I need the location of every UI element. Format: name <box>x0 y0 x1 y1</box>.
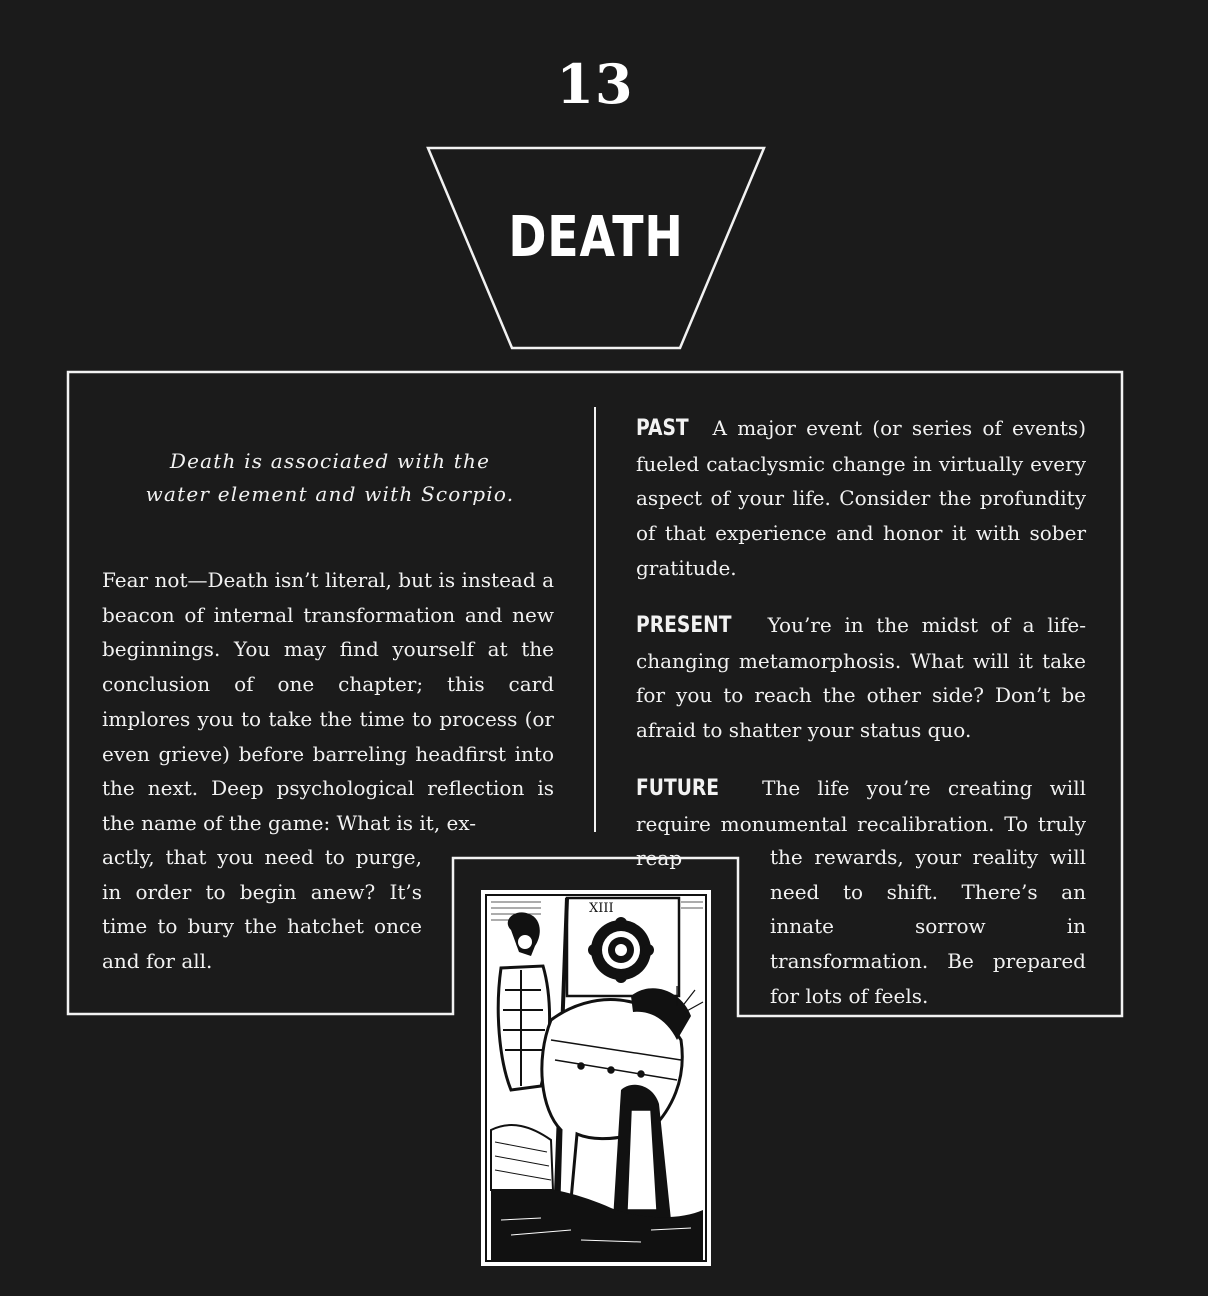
card-description: Fear not—Death isn’t literal, but is instead a beacon of internal transformation and new beginnings. You may find yourself at the conclusion of one chapter; this card implores you to take the time to process (or even grieve) before barreling headfirst into the next. Deep psychological reflection is the name of the game: What is it, ex- <box>102 568 554 835</box>
present-label: PRESENT <box>636 613 732 638</box>
card-title: DEATH <box>508 205 684 270</box>
present-meaning <box>636 608 1086 748</box>
past-label: PAST <box>636 416 689 441</box>
future-text: The life you’re creating will require monumental recalibration. To truly reap <box>636 776 1086 871</box>
present-text: You’re in the midst of a life-changing metamorphosis. What will it take for you to reach the other side? Don’t be afraid to shatter your status quo. <box>636 613 1086 743</box>
card-number: 13 <box>556 52 634 116</box>
death-card-icon <box>481 890 711 1266</box>
column-divider <box>594 407 596 832</box>
association-line-2: water element and with Scorpio. <box>145 482 515 506</box>
card-description-continued: actly, that you need to purge, in order to begin anew? It’s time to bury the hatchet once and for all. <box>102 845 422 974</box>
element-association <box>104 445 556 511</box>
past-text: A major event (or series of events) fueled cataclysmic change in virtually every aspect of your life. Consider the profundity of that experience and honor it with sober gratitude. <box>636 416 1086 580</box>
future-label: FUTURE <box>636 776 720 801</box>
past-meaning <box>636 411 1086 586</box>
association-line-1: Death is associated with the <box>169 449 491 473</box>
card-numeral: XIII <box>589 901 614 916</box>
future-meaning-continued: the rewards, your reality will need to shift. There’s an innate sorrow in transformation. Be prepared for lots of feels. <box>770 845 1086 1008</box>
